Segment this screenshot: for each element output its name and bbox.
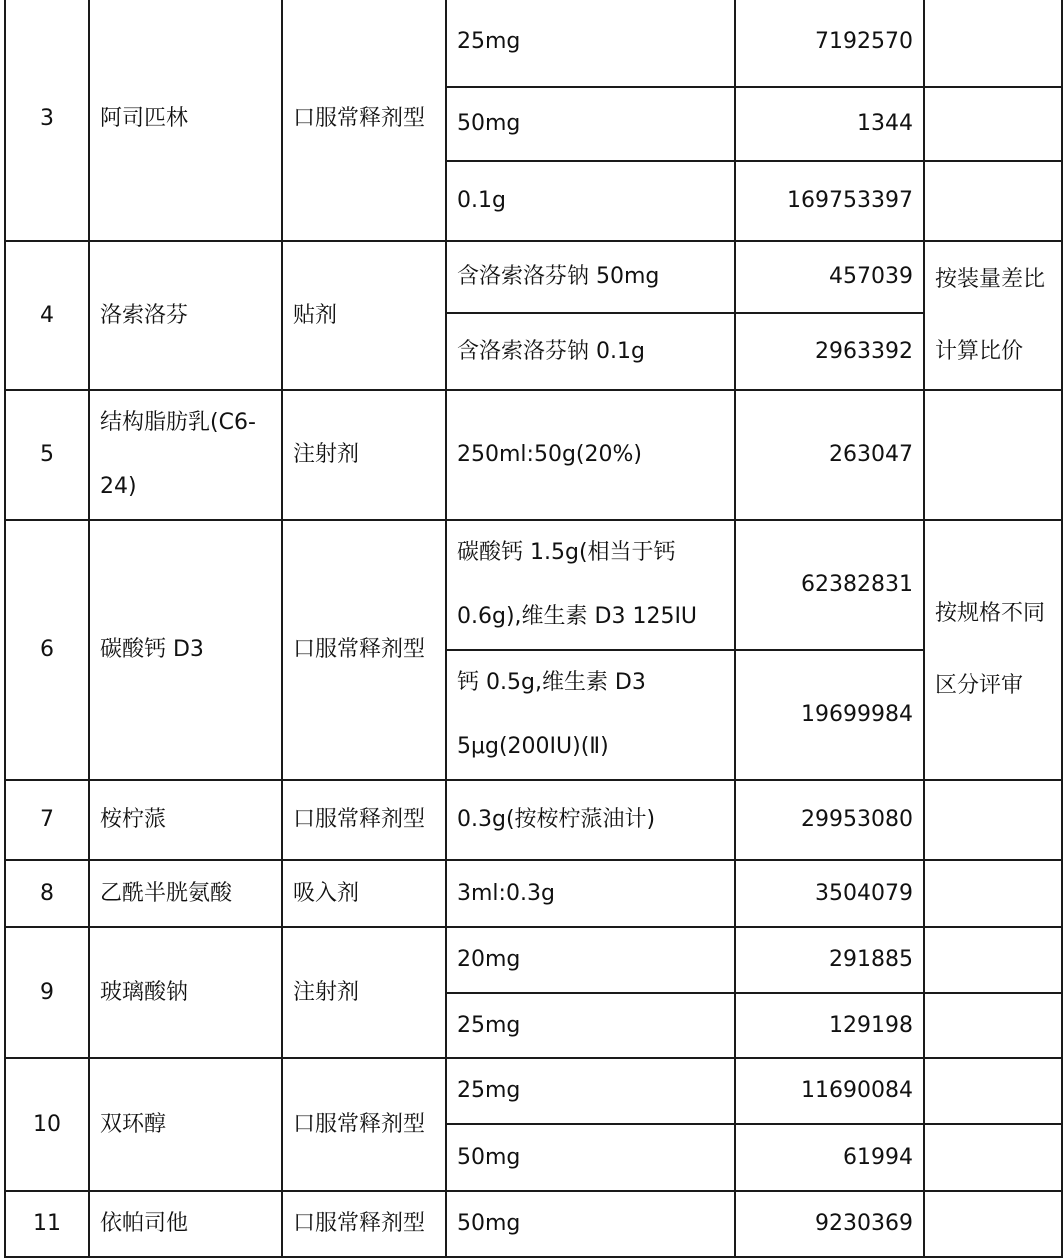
spec-line: 钙 0.5g,维生素 D3 — [457, 670, 646, 695]
value-cell: 7192570 — [735, 0, 924, 87]
note-cell — [924, 161, 1062, 241]
table-row — [5, 927, 1062, 993]
drug-name: 桉柠蒎 — [89, 780, 282, 860]
row-number: 10 — [5, 1058, 89, 1191]
dosage-form: 注射剂 — [282, 390, 446, 520]
spec-cell: 50mg — [446, 87, 735, 161]
spec-cell: 含洛索洛芬钠 50mg — [446, 241, 735, 313]
dosage-form: 口服常释剂型 — [282, 1058, 446, 1191]
dosage-form: 口服常释剂型 — [282, 0, 446, 241]
drug-name — [89, 390, 282, 520]
value-cell: 19699984 — [735, 650, 924, 780]
table-row — [5, 1191, 1062, 1257]
note-line: 区分评审 — [935, 673, 1024, 698]
spec-cell: 25mg — [446, 1058, 735, 1124]
value-cell: 11690084 — [735, 1058, 924, 1124]
spec-line: 5μg(200IU)(Ⅱ) — [457, 734, 609, 759]
dosage-form: 口服常释剂型 — [282, 1191, 446, 1257]
spec-cell — [446, 520, 735, 650]
value-cell: 9230369 — [735, 1191, 924, 1257]
row-number: 5 — [5, 390, 89, 520]
drug-name: 阿司匹林 — [89, 0, 282, 241]
note-cell — [924, 1124, 1062, 1191]
drug-name: 乙酰半胱氨酸 — [89, 860, 282, 927]
note-cell — [924, 860, 1062, 927]
note-cell — [924, 1058, 1062, 1124]
dosage-form: 贴剂 — [282, 241, 446, 390]
note-cell — [924, 87, 1062, 161]
note-cell — [924, 993, 1062, 1058]
spec-cell: 0.3g(按桉柠蒎油计) — [446, 780, 735, 860]
note-cell — [924, 0, 1062, 87]
row-number: 6 — [5, 520, 89, 780]
row-number: 9 — [5, 927, 89, 1058]
table-row — [5, 780, 1062, 860]
value-cell: 129198 — [735, 993, 924, 1058]
table-row — [5, 1058, 1062, 1124]
dosage-form: 注射剂 — [282, 927, 446, 1058]
value-cell: 61994 — [735, 1124, 924, 1191]
dosage-form: 口服常释剂型 — [282, 520, 446, 780]
note-cell — [924, 927, 1062, 993]
note-line: 按装量差比 — [935, 266, 1046, 292]
dosage-form: 吸入剂 — [282, 860, 446, 927]
note-line: 计算比价 — [935, 338, 1024, 364]
spec-cell: 20mg — [446, 927, 735, 993]
note-line: 按规格不同 — [935, 601, 1046, 626]
value-cell: 2963392 — [735, 313, 924, 390]
table-row — [5, 520, 1062, 650]
note-cell — [924, 1191, 1062, 1257]
note-cell — [924, 241, 1062, 390]
row-number: 11 — [5, 1191, 89, 1257]
value-cell: 1344 — [735, 87, 924, 161]
drug-name: 玻璃酸钠 — [89, 927, 282, 1058]
value-cell: 263047 — [735, 390, 924, 520]
value-cell: 29953080 — [735, 780, 924, 860]
table-row — [5, 241, 1062, 313]
spec-cell: 含洛索洛芬钠 0.1g — [446, 313, 735, 390]
note-cell — [924, 390, 1062, 520]
spec-cell — [446, 650, 735, 780]
row-number: 7 — [5, 780, 89, 860]
note-cell — [924, 780, 1062, 860]
drug-name: 依帕司他 — [89, 1191, 282, 1257]
note-cell — [924, 520, 1062, 780]
drug-table — [4, 0, 1063, 1258]
row-number: 4 — [5, 241, 89, 390]
value-cell: 62382831 — [735, 520, 924, 650]
spec-cell: 3ml:0.3g — [446, 860, 735, 927]
drug-name: 碳酸钙 D3 — [89, 520, 282, 780]
spec-line: 0.6g),维生素 D3 125IU — [457, 604, 698, 629]
spec-cell: 250ml:50g(20%) — [446, 390, 735, 520]
value-cell: 169753397 — [735, 161, 924, 241]
row-number: 3 — [5, 0, 89, 241]
spec-cell: 25mg — [446, 0, 735, 87]
spec-cell: 50mg — [446, 1191, 735, 1257]
spec-line: 碳酸钙 1.5g(相当于钙 — [457, 540, 676, 565]
row-number: 8 — [5, 860, 89, 927]
spec-cell: 25mg — [446, 993, 735, 1058]
dosage-form: 口服常释剂型 — [282, 780, 446, 860]
value-cell: 457039 — [735, 241, 924, 313]
spec-cell: 50mg — [446, 1124, 735, 1191]
table-row — [5, 860, 1062, 927]
value-cell: 3504079 — [735, 860, 924, 927]
drug-name: 洛索洛芬 — [89, 241, 282, 390]
drug-name: 双环醇 — [89, 1058, 282, 1191]
spec-cell: 0.1g — [446, 161, 735, 241]
value-cell: 291885 — [735, 927, 924, 993]
table-row — [5, 0, 1062, 87]
drug-name-line: 24) — [100, 474, 137, 499]
drug-name-line: 结构脂肪乳(C6- — [100, 410, 256, 435]
table-row — [5, 390, 1062, 520]
